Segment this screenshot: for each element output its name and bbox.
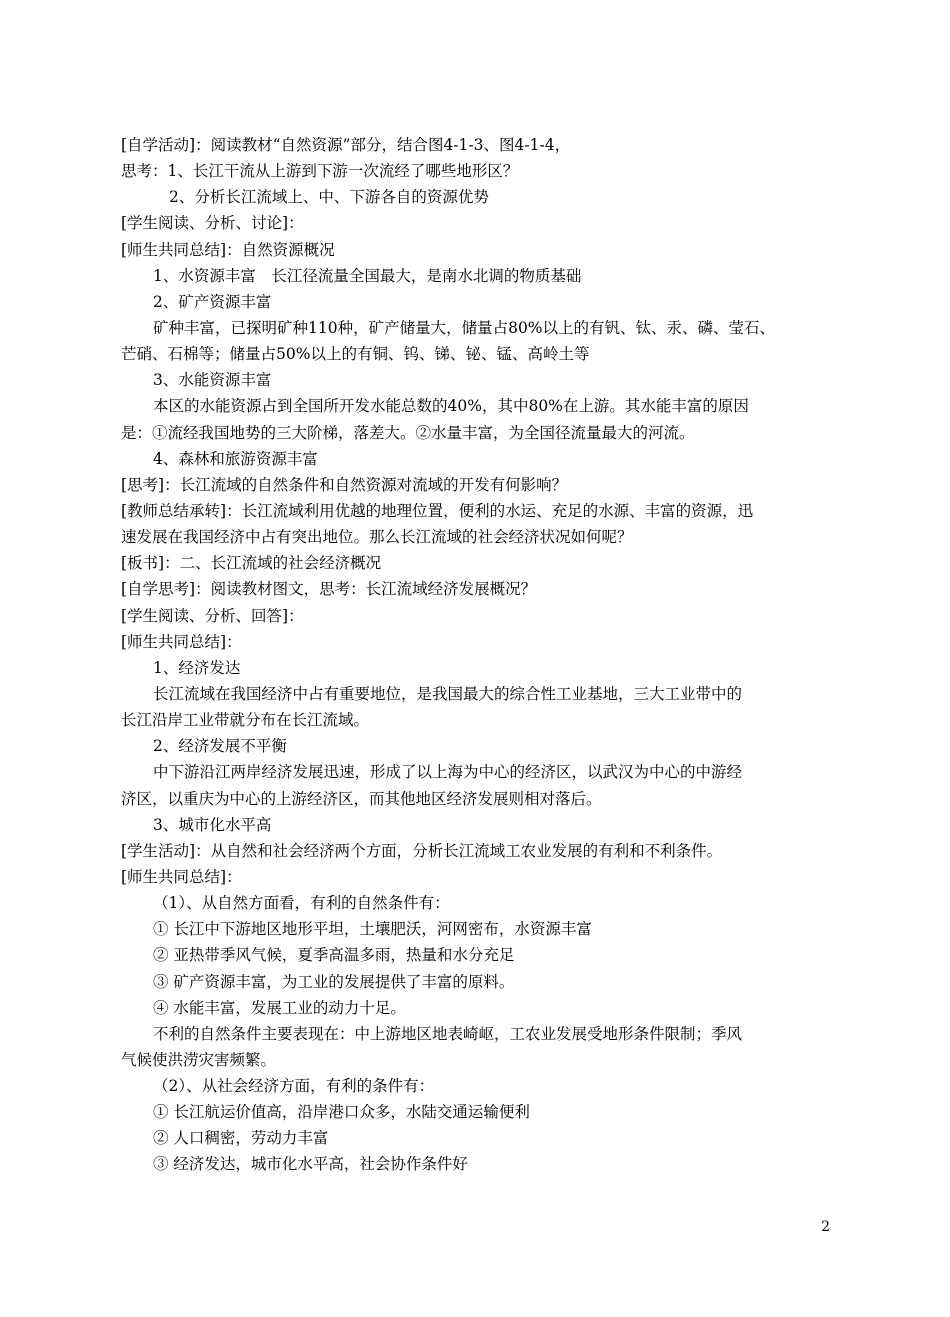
text-line: 4、森林和旅游资源丰富 [153,449,318,468]
text-line: 长江流域在我国经济中占有重要地位，是我国最大的综合性工业基地，三大工业带中的 [153,684,743,703]
text-line: [思考]：长江流域的自然条件和自然资源对流域的开发有何影响？ [121,475,568,494]
text-line: 3、城市化水平高 [153,815,272,834]
text-line: 2、矿产资源丰富 [153,292,272,311]
text-line: [师生共同总结]：自然资源概况 [121,240,335,259]
text-line: （1）、从自然方面看，有利的自然条件有： [153,894,450,913]
text-line: 矿种丰富，已探明矿种110种，矿产储量大，储量占80%以上的有钒、钛、汞、磷、莹石、 [153,318,776,337]
document-body [121,132,833,1178]
text-line: 1、经济发达 [153,658,241,677]
text-line: 济区，以重庆为中心的上游经济区，而其他地区经济发展则相对落后。 [121,789,602,808]
text-line: 芒硝、石棉等；储量占50%以上的有铜、钨、锑、铋、锰、高岭土等 [121,345,590,364]
text-line: [教师总结承转]：长江流域利用优越的地理位置，便利的水运、充足的水源、丰富的资源，迅 [121,501,754,520]
text-line: ② 人口稠密，劳动力丰富 [153,1129,329,1148]
text-line: [学生阅读、分析、讨论]： [121,214,304,233]
text-line: [板书]：二、长江流域的社会经济概况 [121,554,382,573]
text-line: 气候使洪涝灾害频繁。 [121,1050,277,1069]
text-line: 3、水能资源丰富 [153,371,272,390]
text-line: 思考：1、长江干流从上游到下游一次流经了哪些地形区？ [121,162,519,181]
text-line: 是：①流经我国地势的三大阶梯，落差大。②水量丰富，为全国径流量最大的河流。 [121,423,695,442]
text-line: [学生阅读、分析、回答]： [121,606,304,625]
text-line: [自学活动]：阅读教材“自然资源”部分，结合图4-1-3、图4-1-4， [121,136,571,154]
text-line: 不利的自然条件主要表现在：中上游地区地表崎岖，工农业发展受地形条件限制；季风 [153,1024,743,1043]
text-line: ③ 矿产资源丰富，为工业的发展提供了丰富的原料。 [153,972,515,991]
text-line: [自学思考]：阅读教材图文，思考：长江流域经济发展概况？ [121,580,537,599]
text-line: ① 长江中下游地区地形平坦，土壤肥沃，河网密布，水资源丰富 [153,920,592,939]
text-line: [师生共同总结]： [121,867,242,886]
text-line: 2、分析长江流域上、中、下游各自的资源优势 [169,188,489,207]
text-line: ④ 水能丰富，发展工业的动力十足。 [153,998,406,1017]
text-line: 本区的水能资源占到全国所开发水能总数的40%，其中80%在上游。其水能丰富的原因 [153,397,749,416]
text-line: 速发展在我国经济中占有突出地位。那么长江流域的社会经济状况如何呢？ [121,528,633,547]
text-line: （2）、从社会经济方面，有利的条件有： [153,1077,435,1096]
text-line: 2、经济发展不平衡 [153,737,287,756]
text-line: 中下游沿江两岸经济发展迅速，形成了以上海为中心的经济区，以武汉为中心的中游经 [153,763,743,782]
text-line: ③ 经济发达，城市化水平高，社会协作条件好 [153,1155,468,1174]
text-line: 长江沿岸工业带就分布在长江流域。 [121,711,370,730]
text-line: 1、水资源丰富 长江径流量全国最大，是南水北调的物质基础 [153,266,582,285]
text-line: [学生活动]：从自然和社会经济两个方面，分析长江流域工农业发展的有利和不利条件。 [121,841,723,860]
text-line: ② 亚热带季风气候，夏季高温多雨，热量和水分充足 [153,946,515,965]
text-line: ① 长江航运价值高，沿岸港口众多，水陆交通运输便利 [153,1103,530,1122]
text-line: [师生共同总结]： [121,632,242,651]
page-number: 2 [821,1219,830,1235]
